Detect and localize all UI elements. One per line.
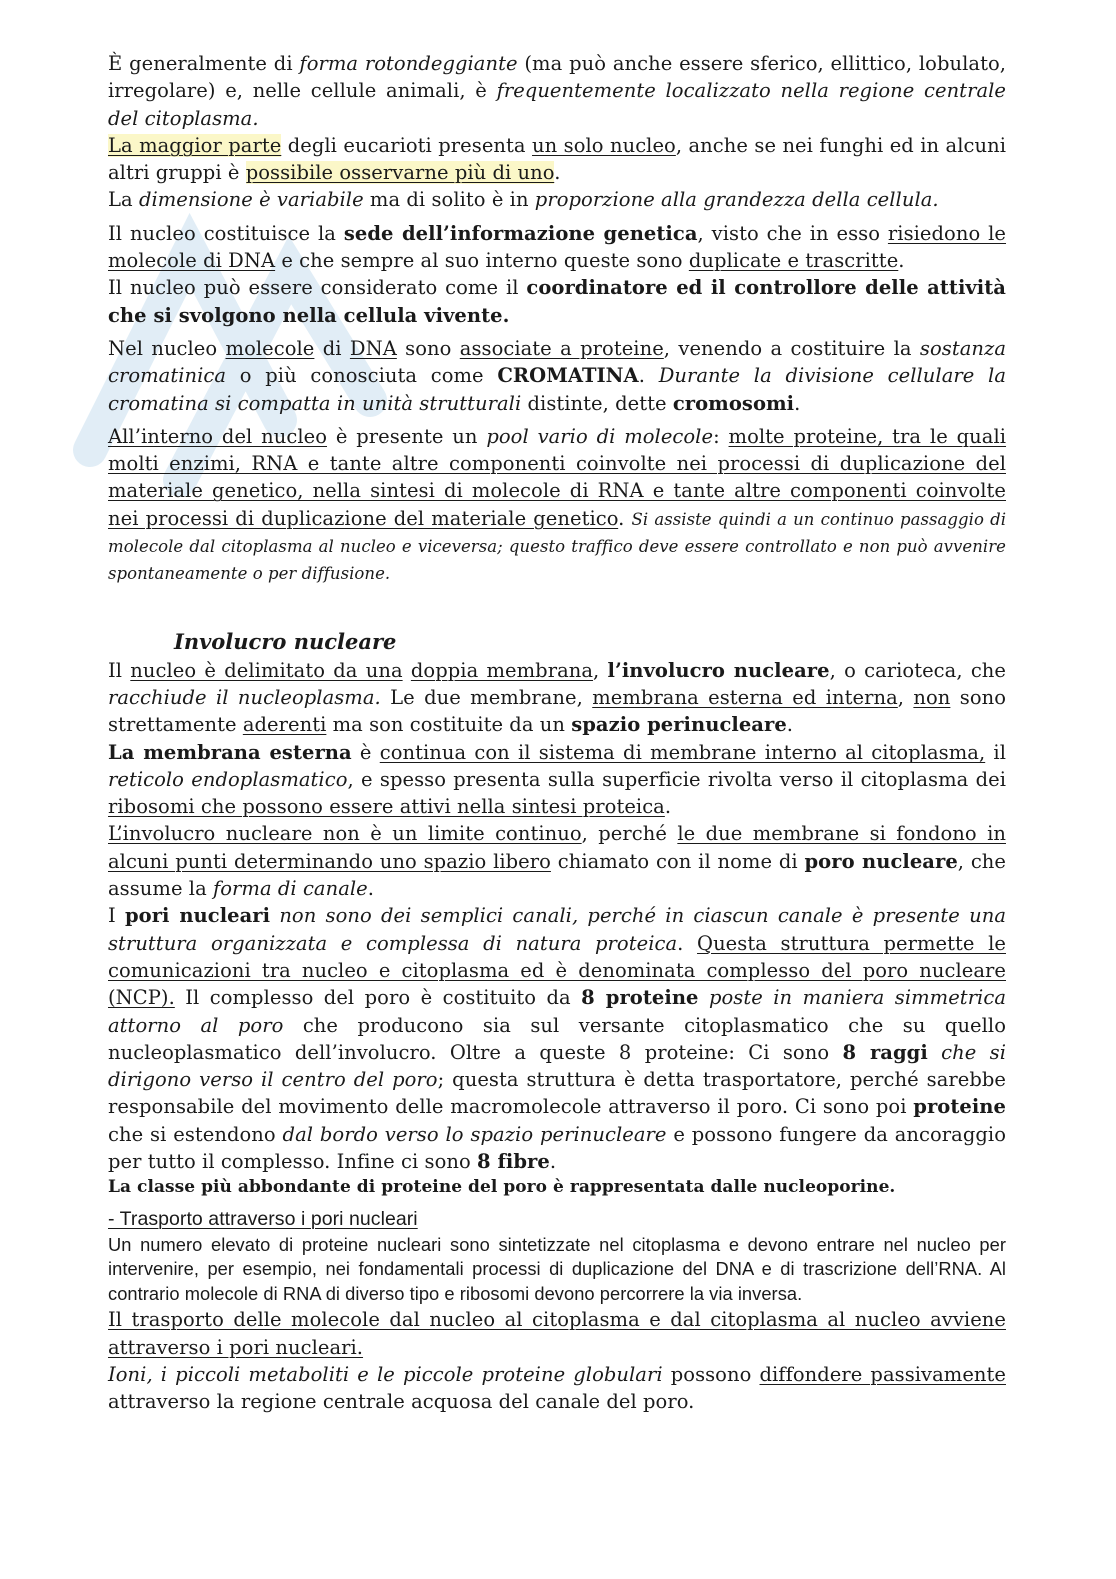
paragraph-nucleoporins: La classe più abbondante di proteine del poro è rappresentata dalle nucleoporine. xyxy=(108,1177,896,1198)
paragraph-size: La dimensione è variabile ma di solito è in proporzione alla grandezza della cellula. xyxy=(108,188,939,212)
paragraph-pore-complex: I pori nucleari non sono dei semplici canali, perché in ciascun canale è presente una struttura organizzata e complessa di natura proteica. Questa struttura permette le comunicazioni tra nucleo e citoplasma ed è denominata complesso del poro nucleare (NCP). Il complesso del poro è costituito da 8 proteine poste in maniera simmetrica attorno al poro che producono sia sul versante citoplasmatico che su quello nucleoplasmatico dell’involucro. Oltre a queste 8 proteine: Ci sono 8 raggi che si dirigono verso il centro del poro; questa struttura è detta trasportatore, perché sarebbe responsabile del movimento delle macromolecole attraverso il poro. Ci sono poi proteine che si estendono dal bordo verso lo spazio perinucleare e possono fungere da ancoraggio per tutto il complesso. Infine ci sono 8 fibre. xyxy=(108,904,1007,1173)
paragraph-nuclear-pore: L’involucro nucleare non è un limite continuo, perché le due membrane si fondono in alcuni punti determinando uno spazio libero chiamato con il nome di poro nucleare, che assume la forma di canale. xyxy=(108,822,1007,901)
paragraph-chromatin: Nel nucleo molecole di DNA sono associate a proteine, venendo a costituire la sostanza cromatinica o più conosciuta come CROMATINA. Durante la divisione cellulare la cromatina si compatta in unità strutturali distinte, dette cromosomi. xyxy=(108,336,1007,415)
paragraph-genetic-info: Il nucleo costituisce la sede dell’informazione genetica, visto che in esso risiedono le molecole di DNA e che sempre al suo interno queste sono duplicate e trascritte. Il nucleo può essere considerato come il coordinatore ed il controllore delle attività che si svolgono nella cellula vivente. xyxy=(108,221,1007,327)
document-page xyxy=(108,50,1006,1416)
paragraph-outer-membrane: La membrana esterna è continua con il sistema di membrane interno al citoplasma, il reticolo endoplasmatico, e spesso presenta sulla superficie rivolta verso il citoplasma dei ribosomi che possono essere attivi nella sintesi proteica. xyxy=(108,740,1006,819)
paragraph-shape: È generalmente di forma rotondeggiante (ma può anche essere sferico, ellittico, lobulato, irregolare) e, nelle cellule animali, è frequentemente localizzato nella regione centrale del citoplasma. xyxy=(108,52,1006,130)
paragraph-diffusion: Ioni, i piccoli metaboliti e le piccole proteine globulari possono diffondere passivamente attraverso la regione centrale acquosa del canale del poro. xyxy=(108,1362,1006,1414)
paragraph-count: La maggior parte degli eucarioti presenta un solo nucleo, anche se nei funghi ed in alcuni altri gruppi è possibile osservarne più di uno. xyxy=(108,133,1006,185)
section-heading: Involucro nucleare xyxy=(174,628,397,654)
paragraph-transport: Un numero elevato di proteine nucleari sono sintetizzate nel citoplasma e devono entrare nel nucleo per intervenire, per esempio, nei fondamentali processi di duplicazione del DNA e di trascrizione dell’RNA. Al contrario molecole di RNA di diverso tipo e ribosomi devono percorrere la via inversa. xyxy=(108,1233,1006,1304)
paragraph-transport-pores: Il trasporto delle molecole dal nucleo al citoplasma e dal citoplasma al nucleo avviene attraverso i pori nucleari. xyxy=(108,1308,1006,1359)
paragraph-envelope: Il nucleo è delimitato da una doppia membrana, l’involucro nucleare, o carioteca, che racchiude il nucleoplasma. Le due membrane, membrana esterna ed interna, non sono strettamente aderenti ma son costituite da un spazio perinucleare. xyxy=(108,658,1007,737)
subsection-heading: - Trasporto attraverso i pori nucleari xyxy=(108,1207,418,1230)
paragraph-molecule-pool: All’interno del nucleo è presente un pool vario di molecole: molte proteine, tra le quali molti enzimi, RNA e tante altre componenti coinvolte nei processi di duplicazione del materiale genetico, nella sintesi di molecole di RNA e tante altre componenti coinvolte nei processi di duplicazione del materiale genetico. Si assiste quindi a un continuo passaggio di molecole dal citoplasma al nucleo e viceversa; questo traffico deve essere controllato e non può avvenire spontaneamente o per diffusione. xyxy=(108,424,1007,584)
